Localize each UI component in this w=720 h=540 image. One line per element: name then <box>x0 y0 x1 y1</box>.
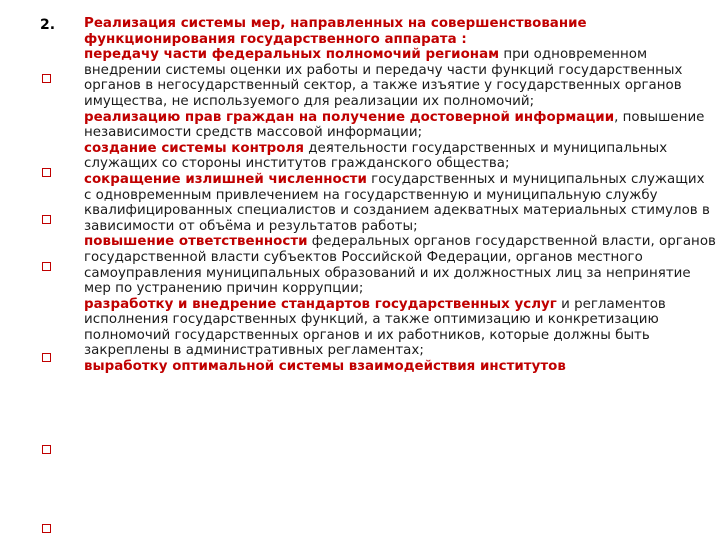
item-highlight: создание системы контроля <box>84 140 304 156</box>
square-bullet-icon <box>42 353 51 362</box>
list-item <box>84 141 716 172</box>
item-highlight: передачу части федеральных полномочий регионам <box>84 47 500 63</box>
item-number: 2. <box>40 17 56 33</box>
content-text <box>84 16 716 375</box>
section-heading: Реализация системы мер, направленных на совершенствование функционирования государственного аппарата : <box>84 16 587 47</box>
square-bullet-icon <box>42 524 51 533</box>
square-bullet-icon <box>42 445 51 454</box>
list-item <box>84 110 716 141</box>
item-highlight: реализацию прав граждан на получение достоверной информации <box>84 109 615 125</box>
square-bullet-icon <box>42 262 51 271</box>
square-bullet-icon <box>42 74 51 83</box>
list-item <box>84 47 716 109</box>
list-item <box>84 172 716 234</box>
item-highlight: разработку и внедрение стандартов государственных услуг <box>84 296 557 312</box>
item-highlight: выработку оптимальной системы взаимодействия институтов <box>84 359 566 375</box>
marker-column <box>0 0 70 540</box>
square-bullet-icon <box>42 168 51 177</box>
item-text: при одновременном внедрении системы оценки их работы и передачу части функций государственных органов в негосударственный сектор, а также изъятие у государственных органов имущества, не используемого для реализации их полномочий; <box>84 47 683 109</box>
list-item <box>84 297 716 359</box>
item-text: , повышение независимости средств массовой информации; <box>84 109 705 141</box>
square-bullet-icon <box>42 215 51 224</box>
item-highlight: повышение ответственности <box>84 234 308 250</box>
item-text: и регламентов исполнения государственных функций, а также оптимизацию и конкретизацию полномочий государственных органов и их работников, которые должны быть закреплены в административных регламентах; <box>84 296 666 359</box>
item-text: деятельности государственных и муниципальных служащих со стороны институтов гражданского общества; <box>84 140 668 172</box>
list-item <box>84 359 716 375</box>
item-highlight: сокращение излишней численности <box>84 171 367 187</box>
list-item <box>84 234 716 296</box>
item-text: государственных и муниципальных служащих с одновременным привлечением на государственную и муниципальную службу квалифицированных специалистов и созданием адекватных материальных стимулов в зависимости от объёма и результатов работы; <box>84 171 710 234</box>
item-text: федеральных органов государственной власти, органов государственной власти субъектов Российской Федерации, органов местного самоуправления муниципальных образований и их должностных лиц за непринятие мер по устранению причин коррупции; <box>84 234 716 297</box>
